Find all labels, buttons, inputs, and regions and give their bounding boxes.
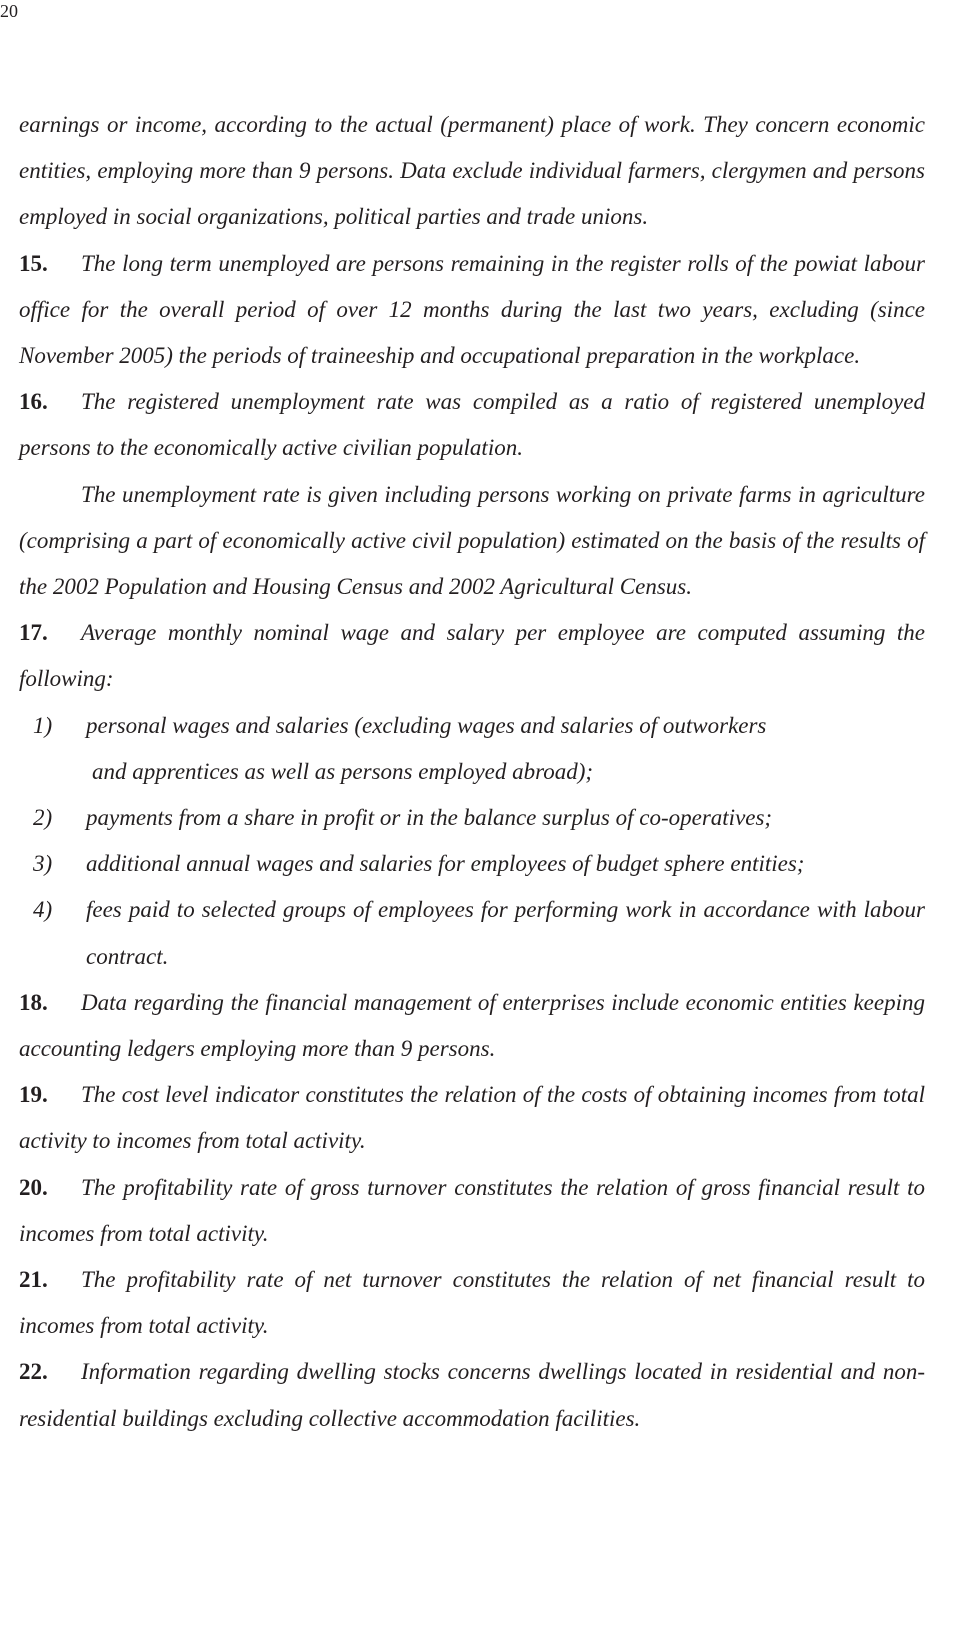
list-marker: 1) [33,712,53,738]
list-item [19,841,925,887]
note-text: The unemployment rate is given including persons working on private farms in agriculture (comprising a part of economically active civil population) estimated on the basis of the results of the 2002 Population and Housing Census and 2002 Agricultural Census. [19,481,925,600]
note-22 [19,1349,925,1441]
note-number: 21. [19,1267,48,1293]
list-item-text [86,703,925,795]
list-item [19,703,925,795]
note-number: 18. [19,989,48,1015]
paragraph-text: earnings or income, according to the actual (permanent) place of work. They concern economic entities, employing more than 9 persons. Data exclude individual farmers, clergymen and persons employed in social organizations, political parties and trade unions. [19,112,925,230]
note-16 [19,379,925,471]
paragraph-continuation [19,102,925,241]
note-text: Data regarding the financial management of enterprises include economic entities keeping accounting ledgers employing more than 9 persons. [19,989,925,1062]
note-number: 15. [19,250,48,276]
note-text: Average monthly nominal wage and salary per employee are computed assuming the following: [19,620,925,692]
note-18 [19,980,925,1072]
note-text: The registered unemployment rate was compiled as a ratio of registered unemployed persons to the economically active civilian population. [19,389,925,461]
note-number: 16. [19,389,48,415]
list-marker: 3) [33,851,53,877]
note-20 [19,1165,925,1257]
note-text: The long term unemployed are persons remaining in the register rolls of the powiat labour office for the overall period of over 12 months during the last two years, excluding (since November 2005) the periods of traineeship and occupational preparation in the workplace. [19,250,925,369]
note-number: 19. [19,1082,48,1108]
list-item-text: fees paid to selected groups of employees for performing work in accordance with labour contract. [86,897,925,969]
list-item [19,887,925,979]
note-text: Information regarding dwelling stocks concerns dwellings located in residential and non-residential buildings excluding collective accommodation facilities. [19,1359,925,1431]
note-text: The cost level indicator constitutes the relation of the costs of obtaining incomes from total activity to incomes from total activity. [19,1082,925,1154]
list-item-line: and apprentices as well as persons employed abroad); [92,758,594,784]
list-item-text: payments from a share in profit or in the balance surplus of co-operatives; [86,805,773,831]
note-16-continuation [19,472,925,611]
list-item-text: additional annual wages and salaries for employees of budget sphere entities; [86,851,805,877]
note-17 [19,610,925,702]
note-19 [19,1072,925,1164]
document-body [19,102,925,1442]
list-item [19,795,925,841]
note-number: 22. [19,1359,48,1385]
note-number: 17. [19,620,48,646]
note-number: 20. [19,1174,48,1200]
list-marker: 4) [33,897,53,923]
note-15 [19,241,925,380]
note-text: The profitability rate of net turnover constitutes the relation of net financial result to incomes from total activity. [19,1267,925,1339]
list-marker: 2) [33,805,53,831]
note-text: The profitability rate of gross turnover constitutes the relation of gross financial result to incomes from total activity. [19,1174,925,1246]
list-item-line: personal wages and salaries (excluding wages and salaries of outworkers [86,712,767,738]
note-21 [19,1257,925,1349]
page-number: 20 [0,1,18,21]
